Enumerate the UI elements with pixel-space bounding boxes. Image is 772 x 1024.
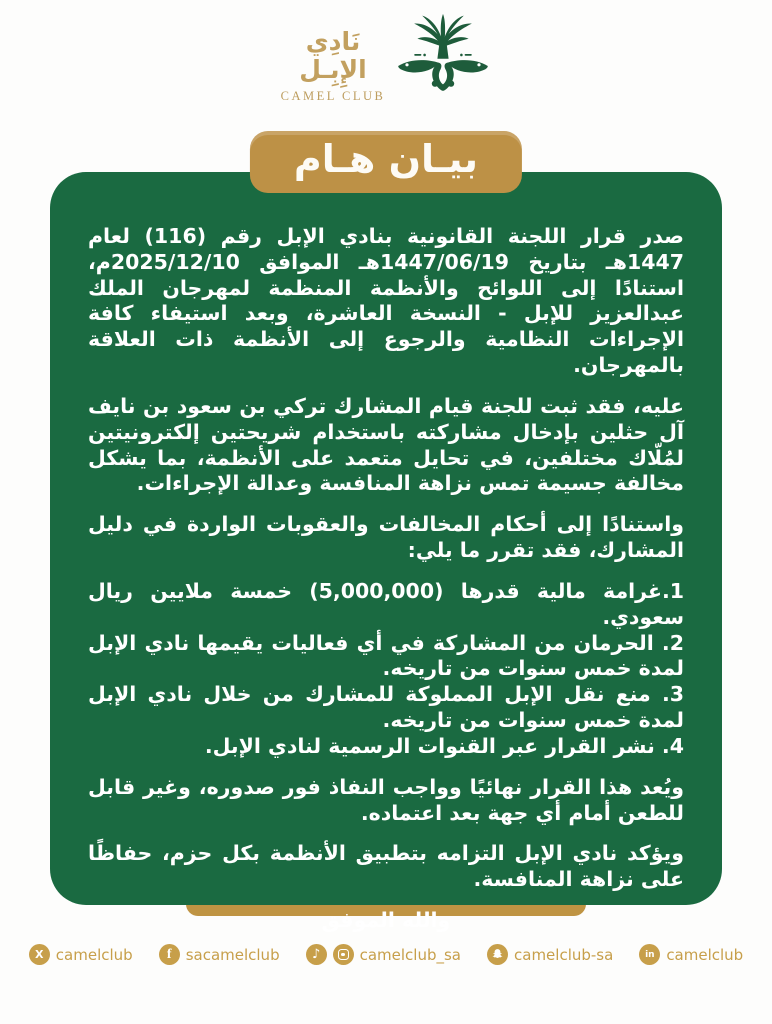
social-media-row [0,944,772,965]
penalty-item-participation-ban: 2. الحرمان من المشاركة في أي فعاليات يقيمها نادي الإبل لمدة خمس سنوات من تاريخه. [88,630,684,681]
penalties-list [88,579,684,760]
social-item-x[interactable] [29,944,133,965]
statement-card [50,172,722,933]
palm-and-camels-emblem-icon [395,13,491,103]
penalty-item-fine: 1.غرامة مالية قدرها (5,000,000) خمسة ملايين ريال سعودي. [88,578,684,629]
penalty-item-transfer-ban: 3. منع نقل الإبل المملوكة للمشارك من خلال نادي الإبل لمدة خمس سنوات من تاريخه. [88,682,684,733]
social-handle-tiktok-instagram: camelclub_sa [359,945,461,964]
instagram-icon [333,944,354,965]
social-handle-facebook: sacamelclub [185,945,280,964]
logo-english-name: CAMEL CLUB [280,89,386,103]
logo-arabic-name-line1: نَادِي [305,27,361,56]
social-handle-snapchat: camelclub-sa [514,945,614,964]
linkedin-glyph: in [645,949,655,960]
x-glyph: X [35,948,44,961]
closing-phrase: والله الموفق [321,908,451,933]
camel-club-logo [0,12,772,104]
snapchat-icon [487,944,508,965]
social-item-tiktok-instagram[interactable] [306,944,461,965]
penalty-item-publication: 4. نشر القرار عبر القنوات الرسمية لنادي الإبل. [204,733,684,758]
logo-wordmark [281,12,386,104]
tiktok-icon [306,944,327,965]
statement-paragraph-violation: عليه، فقد ثبت للجنة قيام المشارك تركي بن سعود بن نايف آل حثلين بإدخال مشاركته باستخدام شريحتين إلكترونيتين لمُلّاك مختلفين، في تحايل متعمد على الأنظمة، بما يشكل مخالفة جسيمة تمس نزاهة المنافسة وعدالة الإجراءات. [88,393,684,496]
statement-paragraph-basis: واستنادًا إلى أحكام المخالفات والعقوبات الواردة في دليل المشارك، فقد تقرر ما يلي: [88,512,684,563]
important-statement-badge: بيـان هـام [250,131,522,193]
social-handle-linkedin: camelclub [666,945,744,964]
social-item-linkedin[interactable] [639,944,743,965]
social-handle-x: camelclub [55,945,133,964]
instagram-lens [338,949,349,960]
statement-paragraph-decision: صدر قرار اللجنة القانونية بنادي الإبل رقم (116) لعام 1447هـ بتاريخ 1447/06/19هـ الموافق 2025/12/10م، استنادًا إلى اللوائح والأنظمة المنظمة لمهرجان الملك عبدالعزيز للإبل - النسخة العاشرة، وبعد استيفاء كافة الإجراءات النظامية والرجوع إلى الأنظمة ذات العلاقة بالمهرجان. [88,224,684,378]
social-item-facebook[interactable] [159,944,280,965]
statement-paragraph-finality: ويُعد هذا القرار نهائيًا وواجب النفاذ فور صدوره، وغير قابل للطعن أمام أي جهة بعد اعتماده. [88,774,684,825]
linkedin-icon [639,944,660,965]
facebook-icon [159,944,180,965]
x-icon [29,944,50,965]
tiktok-glyph: ♪ [311,947,321,962]
facebook-glyph: f [166,946,172,962]
social-item-snapchat[interactable] [487,944,613,965]
logo-arabic-name-line2: الإِبِـل [299,54,367,84]
statement-paragraph-commitment: ويؤكد نادي الإبل التزامه بتطبيق الأنظمة بكل حزم، حفاظًا على نزاهة المنافسة. [88,841,684,892]
